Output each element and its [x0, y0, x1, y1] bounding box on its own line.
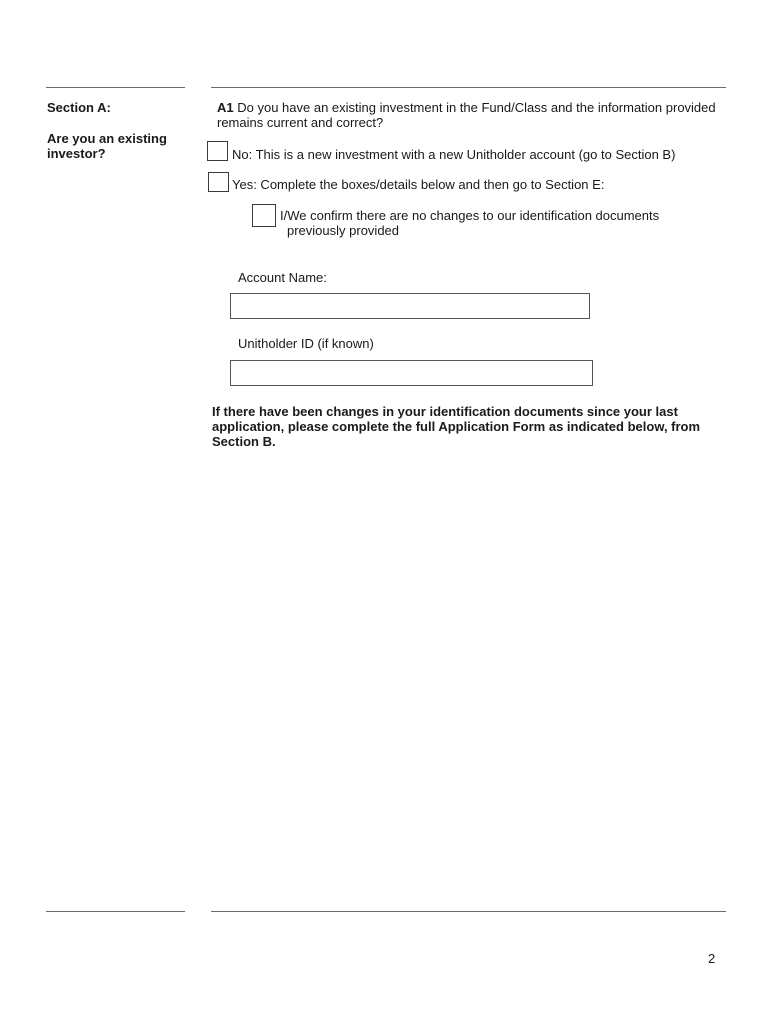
confirm-no-changes-checkbox[interactable] [252, 204, 276, 227]
bottom-left-rule [46, 911, 185, 912]
confirm-label-line1: I/We confirm there are no changes to our identification documents [280, 208, 660, 223]
bottom-right-rule [211, 911, 726, 912]
page-number: 2 [708, 951, 716, 966]
account-name-input[interactable] [230, 293, 590, 319]
unitholder-id-input[interactable] [230, 360, 593, 386]
yes-option-label: Yes: Complete the boxes/details below and then go to Section E: [232, 177, 605, 192]
unitholder-id-label: Unitholder ID (if known) [238, 336, 374, 351]
changes-note: If there have been changes in your identification documents since your last application, please complete the full Application Form as indicated below, from Section B. [212, 404, 701, 449]
account-name-label: Account Name: [238, 270, 327, 285]
question-a1 [217, 100, 727, 130]
confirm-label-line2: previously provided [287, 223, 400, 238]
section-title: Section A: [47, 100, 111, 115]
top-left-rule [46, 87, 185, 88]
yes-checkbox[interactable] [208, 172, 229, 192]
no-checkbox[interactable] [207, 141, 228, 161]
top-right-rule [211, 87, 726, 88]
question-text: Do you have an existing investment in the Fund/Class and the information provided remains current and correct? [217, 100, 716, 130]
question-number: A1 [217, 100, 234, 115]
section-subtitle: Are you an existing investor? [47, 131, 167, 161]
no-option-label: No: This is a new investment with a new Unitholder account (go to Section B) [232, 147, 676, 162]
